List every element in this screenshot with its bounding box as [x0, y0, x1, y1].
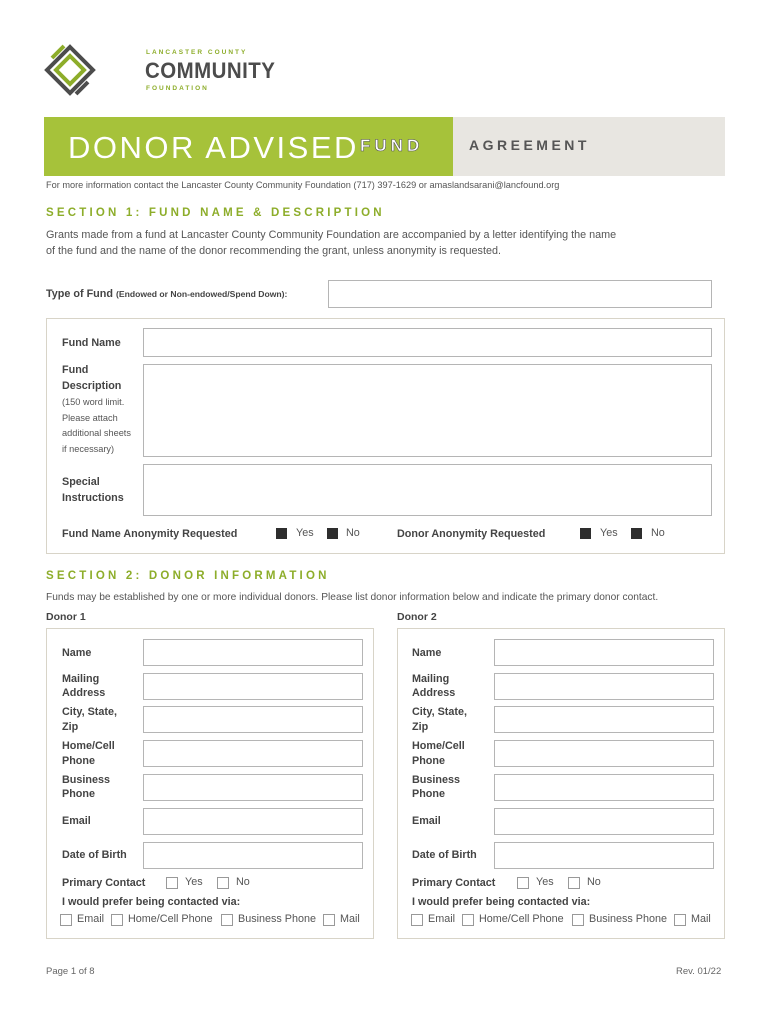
donor1-city-label-2: Zip — [62, 721, 79, 733]
donor1-city-label-1: City, State, — [62, 706, 117, 718]
donor-anonymity-yes-label: Yes — [600, 527, 618, 539]
logo-line-community: COMMUNITY — [145, 58, 276, 83]
donor1-mailing-label-1: Mailing — [62, 673, 100, 685]
donor2-primary-contact-label: Primary Contact — [412, 877, 496, 889]
donor1-mailing-label-2: Address — [62, 687, 106, 699]
title-banner — [44, 117, 725, 176]
donor1-primary-yes-checkbox[interactable] — [166, 877, 178, 889]
type-of-fund-hint: (Endowed or Non-endowed/Spend Down): — [115, 289, 288, 299]
donor2-contact-email-label: Email — [428, 913, 455, 925]
donor-anonymity-no-label: No — [651, 527, 665, 539]
fund-description-hint-line: Please attach — [62, 412, 118, 423]
donor1-business-label-1: Business — [62, 774, 111, 786]
type-of-fund-label — [46, 287, 287, 302]
revision-date: Rev. 01/22 — [676, 966, 722, 977]
donor2-contact-mail-checkbox[interactable] — [674, 914, 686, 926]
fund-description-label-1: Fund — [62, 364, 89, 376]
donor2-contact-mail-label: Mail — [691, 913, 711, 925]
donor1-mailing-address-input[interactable] — [143, 673, 363, 700]
fund-description-textarea[interactable] — [143, 364, 712, 457]
donor-anonymity-label: Donor Anonymity Requested — [397, 528, 546, 540]
donor2-mailing-label-2: Address — [412, 687, 456, 699]
fund-name-label: Fund Name — [62, 337, 121, 349]
banner-fund-word: FUND — [360, 136, 424, 155]
fund-anonymity-no-checkbox[interactable] — [327, 528, 338, 539]
donor2-dob-input[interactable] — [494, 842, 714, 869]
donor2-mailing-label-1: Mailing — [412, 673, 450, 685]
contact-info-line: For more information contact the Lancaster County Community Foundation (717) 397-1629 or amaslandsarani@lancfound.org — [46, 180, 560, 190]
donor1-prefer-contact-label: I would prefer being contacted via: — [62, 896, 241, 908]
donor1-primary-no-checkbox[interactable] — [217, 877, 229, 889]
donor1-primary-contact-label: Primary Contact — [62, 877, 146, 889]
donor1-primary-no-label: No — [236, 876, 250, 888]
donor2-business-label-2: Phone — [412, 788, 445, 800]
donor1-business-label-2: Phone — [62, 788, 95, 800]
fund-description-hint-line: if necessary) — [62, 443, 115, 454]
fund-description-hint-line: additional sheets — [62, 428, 131, 438]
donor1-contact-business-label: Business Phone — [238, 913, 317, 925]
type-of-fund-input[interactable] — [328, 280, 712, 308]
donor2-contact-home-checkbox[interactable] — [462, 914, 474, 926]
donor1-phone-label-2: Phone — [62, 755, 95, 767]
donor2-contact-business-label: Business Phone — [589, 913, 668, 925]
donor-anonymity-no-checkbox[interactable] — [631, 528, 642, 539]
special-instructions-label-1: Special — [62, 476, 100, 488]
section2-text: Funds may be established by one or more individual donors. Please list donor information below and indicate the primary donor contact. — [46, 592, 659, 603]
fund-description-hint — [62, 395, 131, 457]
donor1-contact-email-label: Email — [77, 913, 104, 925]
special-instructions-label-2: Instructions — [62, 492, 124, 504]
donor1-business-phone-input[interactable] — [143, 774, 363, 801]
special-instructions-textarea[interactable] — [143, 464, 712, 516]
donor2-email-label: Email — [412, 815, 441, 827]
fund-description-label-2: Description — [62, 380, 122, 392]
donor1-name-label: Name — [62, 647, 92, 659]
donor2-primary-no-checkbox[interactable] — [568, 877, 580, 889]
donor1-email-label: Email — [62, 815, 91, 827]
donor1-contact-mail-checkbox[interactable] — [323, 914, 335, 926]
donor2-prefer-contact-label: I would prefer being contacted via: — [412, 896, 591, 908]
donor2-business-phone-input[interactable] — [494, 774, 714, 801]
banner-title: DONOR ADVISED — [68, 130, 359, 165]
donor2-name-input[interactable] — [494, 639, 714, 666]
donor2-mailing-address-input[interactable] — [494, 673, 714, 700]
page-number: Page 1 of 8 — [46, 966, 95, 977]
donor2-city-label-2: Zip — [412, 721, 429, 733]
type-of-fund-label-text: Type of Fund — [46, 288, 113, 300]
foundation-logo — [44, 44, 276, 98]
donor1-email-input[interactable] — [143, 808, 363, 835]
donor1-contact-business-checkbox[interactable] — [221, 914, 233, 926]
donor2-contact-home-label: Home/Cell Phone — [479, 913, 564, 925]
donor2-phone-label-1: Home/Cell — [412, 740, 465, 752]
donor1-dob-label: Date of Birth — [62, 849, 127, 861]
donor1-contact-email-checkbox[interactable] — [60, 914, 72, 926]
donor1-contact-mail-label: Mail — [340, 913, 360, 925]
donor2-business-label-1: Business — [412, 774, 461, 786]
donor1-name-input[interactable] — [143, 639, 363, 666]
fund-description-hint-line: (150 word limit. — [62, 397, 125, 407]
donor1-contact-home-checkbox[interactable] — [111, 914, 123, 926]
logo-line-foundation: FOUNDATION — [146, 85, 209, 92]
section2-title: SECTION 2: DONOR INFORMATION — [46, 570, 330, 582]
donor2-contact-email-checkbox[interactable] — [411, 914, 423, 926]
donor1-phone-label-1: Home/Cell — [62, 740, 115, 752]
donor2-primary-yes-label: Yes — [536, 876, 554, 888]
donor2-city-state-zip-input[interactable] — [494, 706, 714, 733]
donor2-contact-business-checkbox[interactable] — [572, 914, 584, 926]
fund-anonymity-yes-label: Yes — [296, 527, 314, 539]
logo-line-lancaster: LANCASTER COUNTY — [146, 49, 248, 56]
donor1-primary-yes-label: Yes — [185, 876, 203, 888]
fund-name-input[interactable] — [143, 328, 712, 357]
foundation-logo-mark-icon — [44, 44, 96, 96]
banner-agreement-word: AGREEMENT — [469, 137, 590, 153]
donor2-home-cell-phone-input[interactable] — [494, 740, 714, 767]
section1-title: SECTION 1: FUND NAME & DESCRIPTION — [46, 207, 385, 219]
section1-text-line1: Grants made from a fund at Lancaster County Community Foundation are accompanied by a letter identifying the name — [46, 229, 617, 241]
donor1-contact-home-label: Home/Cell Phone — [128, 913, 213, 925]
donor2-city-label-1: City, State, — [412, 706, 467, 718]
donor1-dob-input[interactable] — [143, 842, 363, 869]
fund-anonymity-no-label: No — [346, 527, 360, 539]
donor2-primary-yes-checkbox[interactable] — [517, 877, 529, 889]
donor2-email-input[interactable] — [494, 808, 714, 835]
donor-anonymity-yes-checkbox[interactable] — [580, 528, 591, 539]
section1-text-line2: of the fund and the name of the donor recommending the grant, unless anonymity is requested. — [46, 245, 501, 257]
fund-anonymity-yes-checkbox[interactable] — [276, 528, 287, 539]
donor1-heading: Donor 1 — [46, 611, 86, 623]
donor2-dob-label: Date of Birth — [412, 849, 477, 861]
donor1-home-cell-phone-input[interactable] — [143, 740, 363, 767]
donor2-heading: Donor 2 — [397, 611, 437, 623]
donor2-primary-no-label: No — [587, 876, 601, 888]
donor1-city-state-zip-input[interactable] — [143, 706, 363, 733]
fund-anonymity-label: Fund Name Anonymity Requested — [62, 528, 238, 540]
donor2-name-label: Name — [412, 647, 442, 659]
donor2-phone-label-2: Phone — [412, 755, 445, 767]
